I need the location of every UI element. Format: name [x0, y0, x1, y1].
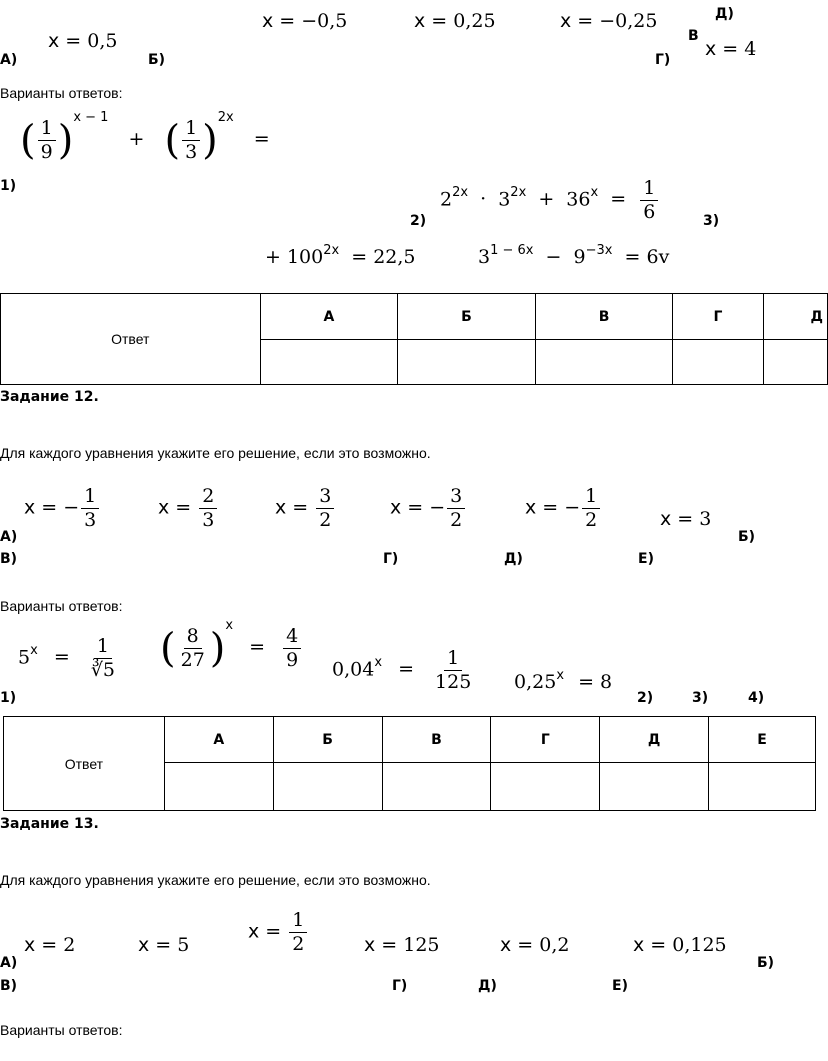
- task12-equation-4: 0,25$^x$ = 8: [514, 668, 613, 693]
- table2-answer-d[interactable]: [600, 763, 709, 811]
- task13-option-v-label: В): [0, 978, 18, 994]
- answer-table-2: [3, 716, 816, 811]
- equation-1-label: 1): [0, 178, 17, 194]
- task13-instruction: Для каждого уравнения укажите его решение, если это возможно.: [0, 872, 431, 888]
- task13-option-e-label: Е): [612, 978, 628, 994]
- task12-equation-2: ( $\frac{8}{27}$ )$^x$ = $\frac{4}{9}$: [160, 626, 303, 671]
- task12-variants-title: Варианты ответов:: [0, 598, 123, 614]
- task13-option-g-value: x = 125: [364, 934, 440, 956]
- table2-col-e: Е: [709, 717, 816, 763]
- task12-equation-2-label: 2): [637, 690, 654, 706]
- task13-option-g-label: Г): [392, 978, 408, 994]
- equation-3: $3^{1 - 6x} - 9^{-3x} = 6v$: [478, 243, 670, 268]
- task12-option-e-label: Е): [638, 551, 654, 567]
- option-d-value: x = 4: [705, 38, 757, 60]
- table2-col-a: А: [164, 717, 273, 763]
- equation-1: ( $\frac{1}{9}$ )$^{x - 1}$ + ( $\frac{1}{3}$ )$^{2x}$ =: [20, 110, 270, 164]
- variants-title: Варианты ответов:: [0, 85, 123, 101]
- option-g-value: x = −0,25: [560, 10, 658, 32]
- task12-option-v-value: x = $\frac{3}{2}$: [275, 486, 336, 531]
- option-g-label: Г): [655, 52, 671, 68]
- table1-col-v: В: [535, 294, 673, 340]
- task12-option-e-value: x = 3: [660, 508, 712, 530]
- table2-answer-b[interactable]: [273, 763, 382, 811]
- task12-option-a-label: А): [0, 529, 18, 545]
- task12-equation-4-label: 4): [748, 690, 765, 706]
- table2-col-g: Г: [491, 717, 600, 763]
- table2-row-label: Ответ: [4, 717, 165, 811]
- task13-option-b-label: Б): [757, 955, 775, 971]
- table1-answer-v[interactable]: [535, 340, 673, 385]
- table2-answer-e[interactable]: [709, 763, 816, 811]
- task12-option-v-label: В): [0, 551, 18, 567]
- table1-answer-b[interactable]: [398, 340, 536, 385]
- task12-title: Задание 12.: [0, 389, 99, 405]
- table1-col-a: А: [260, 294, 398, 340]
- task12-equation-3-label: 3): [692, 690, 709, 706]
- equation-2: $2^{2x} \cdot 3^{2x} + 36^x$ = $\frac{1}{6}$: [440, 178, 660, 223]
- task12-equation-3: 0,04$^x$ = $\frac{1}{125}$: [332, 647, 472, 693]
- task13-option-a-value: x = 2: [24, 934, 76, 956]
- table2-answer-g[interactable]: [491, 763, 600, 811]
- option-b-value: x = −0,5: [262, 10, 348, 32]
- task13-variants-title: Варианты ответов:: [0, 1022, 123, 1038]
- task13-option-b-value: x = 5: [138, 934, 190, 956]
- option-d-label: Д): [715, 6, 734, 22]
- option-a-value: x = 0,5: [48, 30, 118, 52]
- task13-option-d-label: Д): [478, 978, 497, 994]
- option-a-label: А): [0, 52, 18, 68]
- task12-option-b-label: Б): [738, 529, 756, 545]
- task13-option-d-value: x = 0,2: [500, 934, 570, 956]
- answer-row-label: Ответ: [1, 294, 261, 385]
- equation-3-label: 3): [703, 213, 720, 229]
- task13-option-a-label: А): [0, 955, 18, 971]
- table1-col-g: Г: [673, 294, 763, 340]
- task12-option-g-value: x = − $\frac{3}{2}$: [390, 486, 467, 531]
- task12-option-g-label: Г): [383, 551, 399, 567]
- table1-answer-d[interactable]: [763, 340, 828, 385]
- table1-col-b: Б: [398, 294, 536, 340]
- table1-col-d: Д: [763, 294, 828, 340]
- task13-option-v-value: x = $\frac{1}{2}$: [248, 910, 309, 955]
- table1-answer-g[interactable]: [673, 340, 763, 385]
- table2-col-d: Д: [600, 717, 709, 763]
- task12-option-d-label: Д): [504, 551, 523, 567]
- task12-option-d-value: x = − $\frac{1}{2}$: [525, 486, 602, 531]
- answer-table-1: [0, 293, 828, 385]
- equation-1-tail: + $100^{2x} = 22,5$: [265, 243, 416, 268]
- table2-col-b: Б: [273, 717, 382, 763]
- option-b-label: Б): [148, 52, 166, 68]
- task12-instruction: Для каждого уравнения укажите его решение, если это возможно.: [0, 445, 431, 461]
- option-v-label: В: [688, 28, 699, 44]
- task13-option-e-value: x = 0,125: [633, 934, 727, 956]
- task12-equation-1-label: 1): [0, 690, 17, 706]
- equation-2-label: 2): [410, 213, 427, 229]
- table1-answer-a[interactable]: [260, 340, 398, 385]
- table2-answer-a[interactable]: [164, 763, 273, 811]
- task12-option-b-value: x = $\frac{2}{3}$: [158, 486, 219, 531]
- table2-col-v: В: [382, 717, 491, 763]
- table2-answer-v[interactable]: [382, 763, 491, 811]
- task12-option-a-value: x = − $\frac{1}{3}$: [24, 486, 101, 531]
- task12-equation-1: 5$^x$ = $\frac{1}{∛5}$: [18, 635, 116, 681]
- task13-title: Задание 13.: [0, 816, 99, 832]
- option-v-value: x = 0,25: [414, 10, 496, 32]
